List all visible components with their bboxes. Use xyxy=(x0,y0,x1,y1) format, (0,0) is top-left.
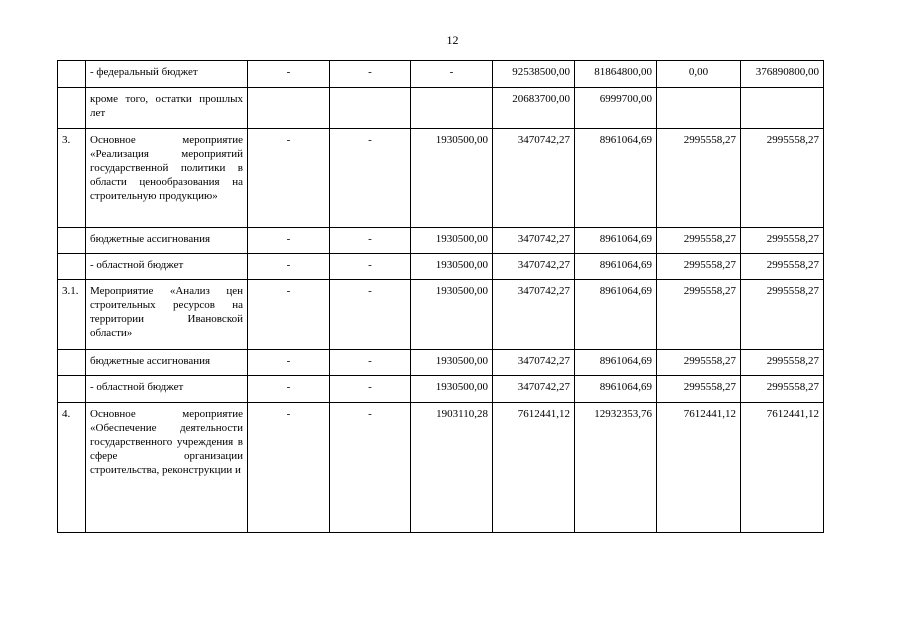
cell-col7: 7612441,12 xyxy=(741,403,824,533)
row-name: Основное мероприятие «Реализация мероприятий государственной политики в области ценообразования на строительную продукцию» xyxy=(86,129,248,228)
table-row xyxy=(58,280,824,350)
cell-col2: - xyxy=(330,376,411,403)
cell-col1: - xyxy=(248,376,330,403)
cell-col2: - xyxy=(330,350,411,376)
cell-col3: 1930500,00 xyxy=(411,254,493,280)
cell-col2 xyxy=(330,88,411,129)
cell-col5: 8961064,69 xyxy=(575,280,657,350)
cell-col6: 2995558,27 xyxy=(657,228,741,254)
cell-col1 xyxy=(248,88,330,129)
table-row xyxy=(58,129,824,228)
row-name: бюджетные ассигнования xyxy=(86,350,248,376)
cell-col5: 8961064,69 xyxy=(575,129,657,228)
cell-col1: - xyxy=(248,61,330,88)
row-name: Мероприятие «Анализ цен строительных ресурсов на территории Ивановской области» xyxy=(86,280,248,350)
cell-col3: 1930500,00 xyxy=(411,376,493,403)
cell-col4: 3470742,27 xyxy=(493,228,575,254)
cell-col6: 2995558,27 xyxy=(657,254,741,280)
table-row xyxy=(58,376,824,403)
cell-col2: - xyxy=(330,280,411,350)
cell-col4: 20683700,00 xyxy=(493,88,575,129)
cell-col2: - xyxy=(330,129,411,228)
cell-col7: 2995558,27 xyxy=(741,254,824,280)
cell-col2: - xyxy=(330,61,411,88)
cell-col4: 3470742,27 xyxy=(493,376,575,403)
cell-col5: 8961064,69 xyxy=(575,254,657,280)
cell-col7: 2995558,27 xyxy=(741,280,824,350)
row-name: Основное мероприятие «Обеспечение деятельности государственного учреждения в сфере организации строительства, реконструкции и xyxy=(86,403,248,533)
cell-col3: 1903110,28 xyxy=(411,403,493,533)
cell-col4: 92538500,00 xyxy=(493,61,575,88)
cell-col5: 8961064,69 xyxy=(575,376,657,403)
table-row xyxy=(58,350,824,376)
cell-col6: 2995558,27 xyxy=(657,129,741,228)
row-name: - федеральный бюджет xyxy=(86,61,248,88)
cell-col5: 81864800,00 xyxy=(575,61,657,88)
cell-col7 xyxy=(741,88,824,129)
cell-col1: - xyxy=(248,129,330,228)
cell-col5: 6999700,00 xyxy=(575,88,657,129)
cell-col5: 8961064,69 xyxy=(575,350,657,376)
cell-col6: 7612441,12 xyxy=(657,403,741,533)
row-number xyxy=(58,61,86,88)
row-number: 3.1. xyxy=(58,280,86,350)
row-number xyxy=(58,350,86,376)
cell-col4: 7612441,12 xyxy=(493,403,575,533)
cell-col7: 2995558,27 xyxy=(741,228,824,254)
cell-col4: 3470742,27 xyxy=(493,350,575,376)
table-row xyxy=(58,61,824,88)
cell-col1: - xyxy=(248,280,330,350)
row-name: бюджетные ассигнования xyxy=(86,228,248,254)
row-name: - областной бюджет xyxy=(86,254,248,280)
cell-col6: 2995558,27 xyxy=(657,376,741,403)
row-number: 3. xyxy=(58,129,86,228)
cell-col5: 12932353,76 xyxy=(575,403,657,533)
cell-col1: - xyxy=(248,350,330,376)
cell-col3 xyxy=(411,88,493,129)
cell-col6 xyxy=(657,88,741,129)
table-row xyxy=(58,254,824,280)
cell-col1: - xyxy=(248,254,330,280)
cell-col5: 8961064,69 xyxy=(575,228,657,254)
cell-col2: - xyxy=(330,254,411,280)
cell-col2: - xyxy=(330,228,411,254)
row-number xyxy=(58,88,86,129)
row-number: 4. xyxy=(58,403,86,533)
cell-col6: 2995558,27 xyxy=(657,280,741,350)
cell-col7: 2995558,27 xyxy=(741,376,824,403)
cell-col7: 2995558,27 xyxy=(741,350,824,376)
table-row xyxy=(58,228,824,254)
cell-col4: 3470742,27 xyxy=(493,254,575,280)
cell-col6: 0,00 xyxy=(657,61,741,88)
row-number xyxy=(58,376,86,403)
cell-col7: 376890800,00 xyxy=(741,61,824,88)
page-number: 12 xyxy=(446,33,459,47)
table-row xyxy=(58,403,824,533)
cell-col1: - xyxy=(248,228,330,254)
cell-col3: - xyxy=(411,61,493,88)
cell-col7: 2995558,27 xyxy=(741,129,824,228)
cell-col3: 1930500,00 xyxy=(411,280,493,350)
cell-col1: - xyxy=(248,403,330,533)
row-name: - областной бюджет xyxy=(86,376,248,403)
cell-col3: 1930500,00 xyxy=(411,129,493,228)
row-number xyxy=(58,254,86,280)
row-name: кроме того, остатки прошлых лет xyxy=(86,88,248,129)
cell-col4: 3470742,27 xyxy=(493,280,575,350)
cell-col3: 1930500,00 xyxy=(411,228,493,254)
cell-col3: 1930500,00 xyxy=(411,350,493,376)
budget-table xyxy=(57,60,824,533)
cell-col4: 3470742,27 xyxy=(493,129,575,228)
cell-col2: - xyxy=(330,403,411,533)
table-row xyxy=(58,88,824,129)
cell-col6: 2995558,27 xyxy=(657,350,741,376)
row-number xyxy=(58,228,86,254)
